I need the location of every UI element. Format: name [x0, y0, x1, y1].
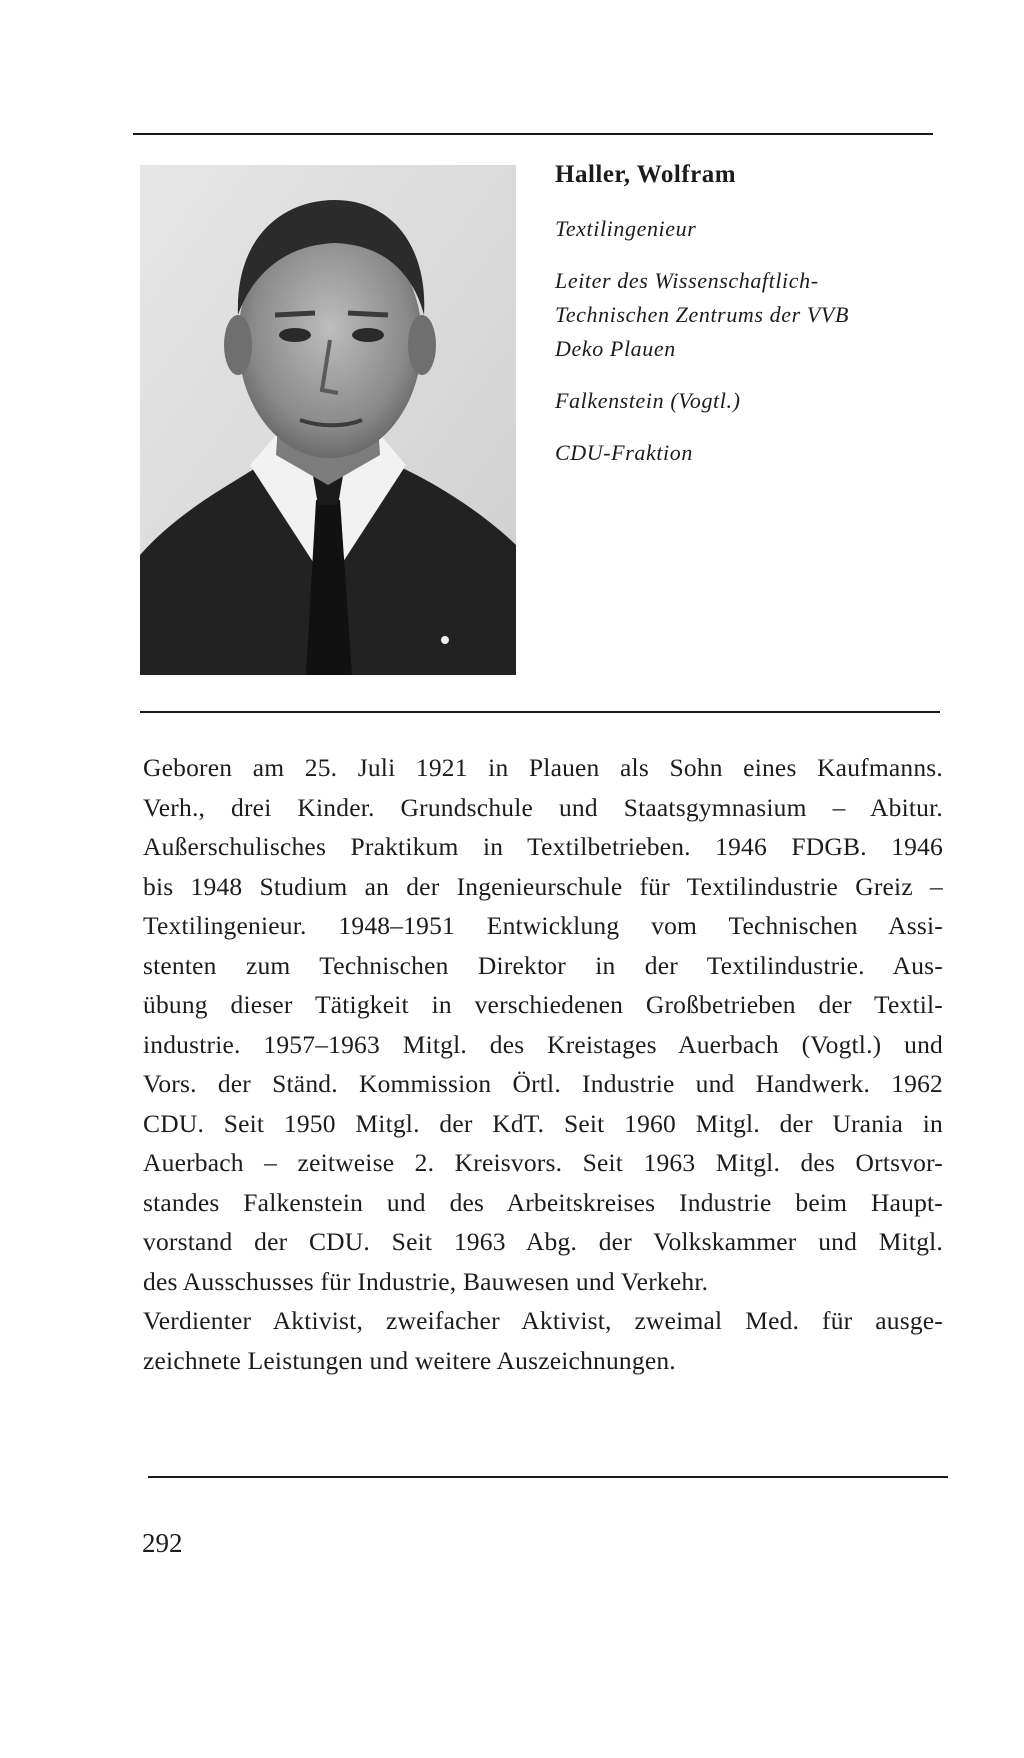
biography-line: bis 1948 Studium an der Ingenieurschule für Textilindustrie Greiz – — [143, 871, 943, 901]
position-line: Deko Plauen — [555, 336, 676, 361]
biography-line: Auerbach – zeitweise 2. Kreisvors. Seit 1963 Mitgl. des Ortsvor- — [143, 1148, 943, 1177]
biography-line: CDU. Seit 1950 Mitgl. der KdT. Seit 1960 Mitgl. der Urania in — [143, 1108, 943, 1138]
bottom-divider — [148, 1476, 948, 1478]
biography-line: Textilingenieur. 1948–1951 Entwicklung vom Technischen Assi- — [143, 911, 943, 940]
biography-line: vorstand der CDU. Seit 1963 Abg. der Volkskammer und Mitgl. — [143, 1227, 943, 1256]
awards-line: Verdienter Aktivist, zweifacher Aktivist, zweimal Med. für ausge- — [143, 1306, 943, 1335]
awards-line: zeichnete Leistungen und weitere Auszeichnungen. — [143, 1345, 676, 1375]
biography-line: stenten zum Technischen Direktor in der Textilindustrie. Aus- — [143, 950, 943, 980]
position-line: Leiter des Wissenschaftlich- — [555, 268, 819, 293]
biography-line: des Ausschusses für Industrie, Bauwesen und Verkehr. — [143, 1266, 709, 1296]
portrait-photo — [140, 165, 516, 675]
biography-line: Verh., drei Kinder. Grundschule und Staatsgymnasium – Abitur. — [143, 792, 943, 822]
faction: CDU-Fraktion — [555, 440, 693, 465]
biography-line: Vors. der Ständ. Kommission Örtl. Industrie und Handwerk. 1962 — [143, 1069, 943, 1098]
occupation: Textilingenieur — [555, 216, 697, 241]
page-number: 292 — [142, 1528, 183, 1558]
biography-line: industrie. 1957–1963 Mitgl. des Kreistages Auerbach (Vogtl.) und — [143, 1029, 943, 1059]
biography-line: Geboren am 25. Juli 1921 in Plauen als Sohn eines Kaufmanns. — [143, 753, 943, 782]
biography-line: übung dieser Tätigkeit in verschiedenen Großbetrieben der Textil- — [143, 990, 943, 1019]
header-info — [555, 158, 935, 470]
position-line: Technischen Zentrums der VVB — [555, 302, 850, 327]
biography-line: standes Falkenstein und des Arbeitskreises Industrie beim Haupt- — [143, 1187, 943, 1217]
top-divider — [133, 133, 933, 135]
person-name: Haller, Wolfram — [555, 161, 737, 188]
location: Falkenstein (Vogtl.) — [555, 388, 741, 413]
biography-line: Außerschulisches Praktikum in Textilbetrieben. 1946 FDGB. 1946 — [143, 832, 943, 861]
position-block — [555, 264, 935, 366]
middle-divider — [140, 711, 940, 713]
biography — [143, 748, 943, 1380]
